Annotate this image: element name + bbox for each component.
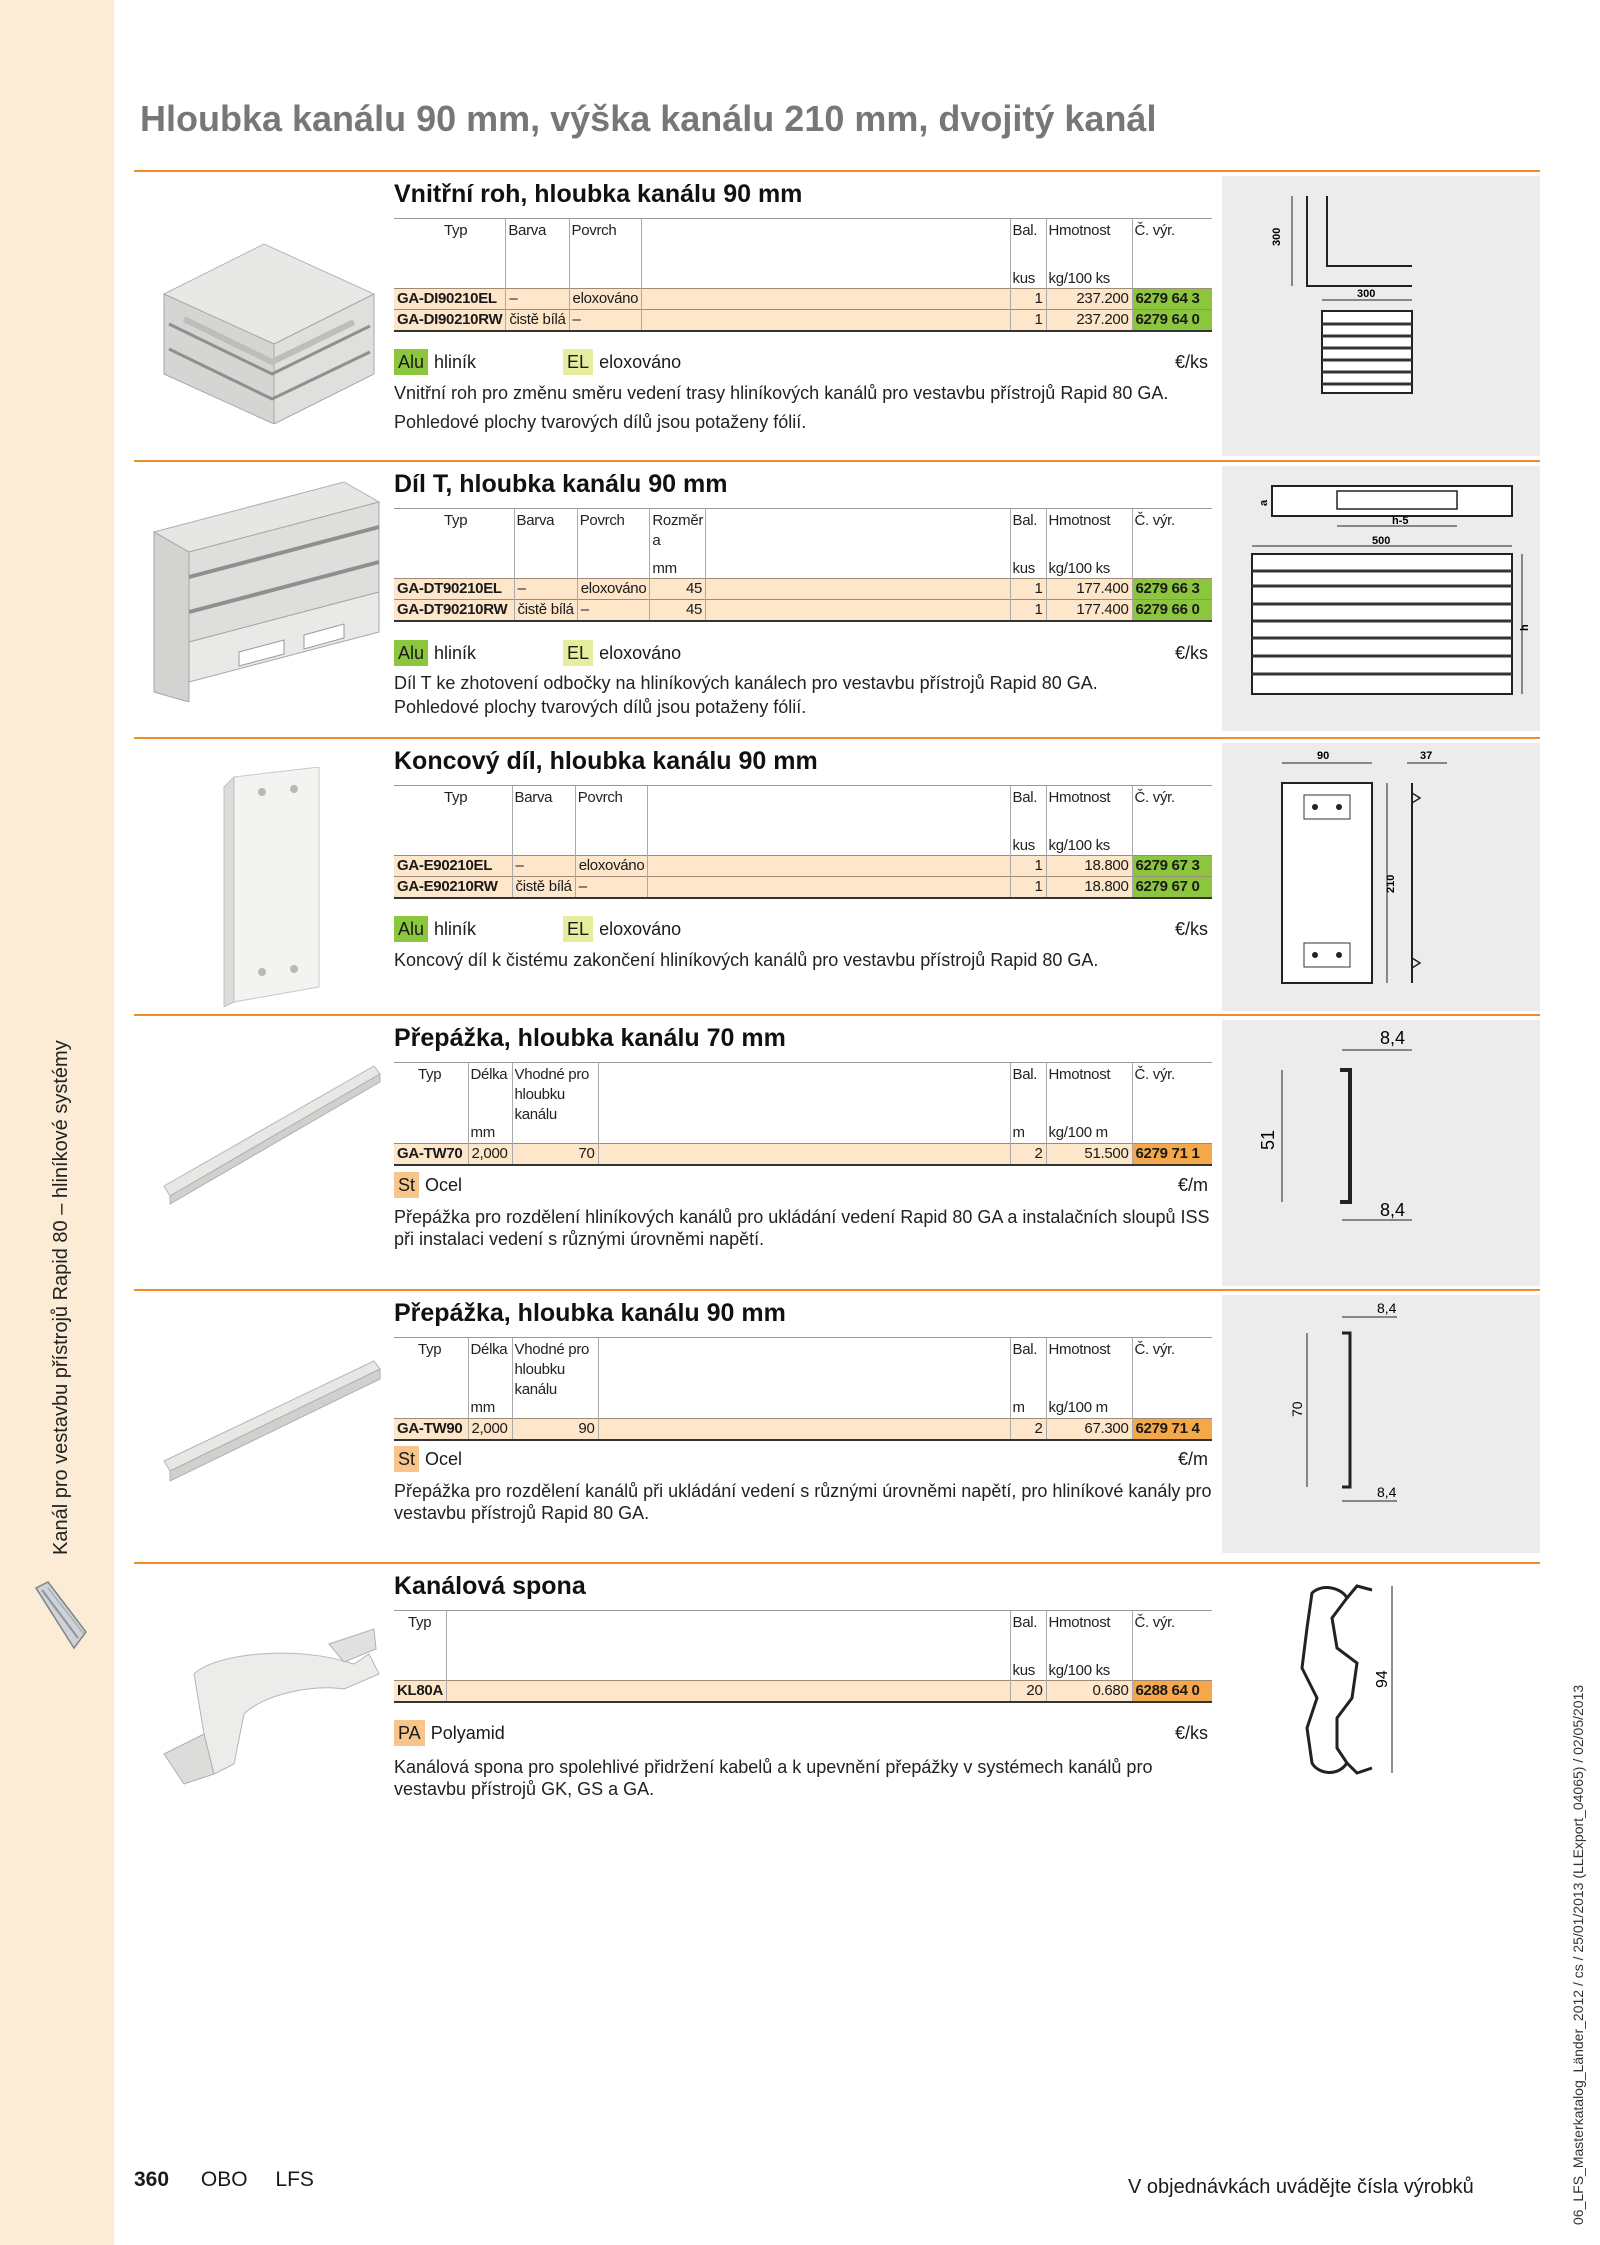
cell-article-number: 6279 71 4 [1132,1418,1212,1440]
end-piece-photo [144,767,384,1007]
table-row [394,579,1212,600]
cell-rozmer: 45 [650,579,706,600]
material-name: hliník [434,919,477,939]
cell-bal: 1 [1010,289,1046,310]
dim-label: a [1258,499,1270,506]
col-hmotnost: Hmotnost [1046,1611,1132,1663]
cell-hmotnost: 237.200 [1046,289,1132,310]
unit-kg100ks: kg/100 ks [1046,838,1132,856]
channel-clip-photo [144,1614,384,1804]
dim-label: 300 [1357,288,1376,300]
description [394,672,1212,725]
footer-left [134,2168,336,2192]
cell-typ: GA-TW90 [394,1418,468,1440]
section-title: Vnitřní roh, hloubka kanálu 90 mm [394,180,803,208]
cell-hmotnost: 177.400 [1046,600,1132,622]
col-hmotnost: Hmotnost [1046,509,1132,561]
cell-typ: GA-DI90210RW [394,310,506,332]
cell-povrch: eloxováno [569,289,642,310]
section-channel-clip [134,1562,1540,1822]
section-divider-70 [134,1014,1540,1289]
material-legend [394,1446,1212,1472]
col-cvyr: Č. výr. [1132,1611,1212,1663]
unit-kg100ks: kg/100 ks [1046,561,1132,579]
cell-barva: čistě bílá [512,877,575,899]
divider-70-photo [144,1046,384,1206]
cell-hmotnost: 18.800 [1046,877,1132,899]
cell-hmotnost: 18.800 [1046,856,1132,877]
col-typ: Typ [394,219,506,271]
dim-label: 8,4 [1380,1200,1406,1220]
cell-article-number: 6279 64 0 [1132,310,1212,332]
material-name: hliník [434,643,477,663]
unit-mm: mm [650,561,706,579]
table-row [394,289,1212,310]
cell-bal: 2 [1010,1143,1046,1165]
col-bal: Bal. [1010,1338,1046,1401]
cell-rozmer: 45 [650,600,706,622]
dim-label: 94 [1374,1670,1391,1688]
footer-note: V objednávkách uvádějte čísla výrobků [1128,2176,1474,2198]
cell-typ: KL80A [394,1681,447,1703]
spec-table [394,508,1212,622]
col-povrch: Povrch [569,219,642,271]
section-inner-corner [134,170,1540,460]
dim-label: 210 [1385,874,1397,893]
cell-article-number: 6288 64 0 [1132,1681,1212,1703]
dim-label: 90 [1317,750,1330,762]
spec-table [394,1337,1212,1441]
cell-povrch: – [577,600,650,622]
divider-90-drawing [1222,1295,1540,1553]
cell-bal: 2 [1010,1418,1046,1440]
spec-table [394,785,1212,899]
material-legend [394,1720,1212,1746]
cell-article-number: 6279 64 3 [1132,289,1212,310]
material-name: Polyamid [430,1723,505,1743]
description [394,1480,1212,1531]
t-piece-photo [144,472,384,702]
table-row [394,600,1212,622]
col-hmotnost: Hmotnost [1046,1063,1132,1126]
material-name: eloxováno [599,352,682,372]
col-vhodne: Vhodné pro hloubku kanálu [512,1338,598,1401]
material-code: EL [563,349,593,375]
description-text: Vnitřní roh pro změnu směru vedení trasy hliníkových kanálů pro vestavbu přístrojů Rapid 80 GA. [394,383,1169,403]
unit-mm: mm [468,1125,512,1143]
unit-kus: kus [1010,271,1046,289]
description-text: Kanálová spona pro spolehlivé přidržení kabelů a k upevnění přepážky v systémech kanálů pro vestavbu přístrojů GK, GS a GA. [394,1757,1153,1799]
price-unit: €/ks [1174,643,1208,663]
col-povrch: Povrch [575,786,648,838]
brand-name: OBO [200,2168,248,2191]
cell-bal: 1 [1010,856,1046,877]
material-legend [394,640,1212,666]
col-typ: Typ [394,1611,447,1663]
cell-article-number: 6279 66 0 [1132,600,1212,622]
cell-hmotnost: 0.680 [1046,1681,1132,1703]
material-legend [394,916,1212,942]
cell-hmotnost: 177.400 [1046,579,1132,600]
t-piece-drawing [1222,466,1540,731]
section-title: Koncový díl, hloubka kanálu 90 mm [394,747,818,775]
cell-article-number: 6279 71 1 [1132,1143,1212,1165]
cell-povrch: eloxováno [575,856,648,877]
col-bal: Bal. [1010,1063,1046,1126]
material-name: Ocel [425,1449,463,1469]
col-cvyr: Č. výr. [1132,219,1212,271]
col-vhodne: Vhodné pro hloubku kanálu [512,1063,598,1126]
cell-article-number: 6279 66 3 [1132,579,1212,600]
unit-kus: kus [1010,838,1046,856]
col-typ: Typ [394,786,512,838]
col-delka: Délka [468,1338,512,1401]
description [394,1756,1212,1807]
cell-typ: GA-TW70 [394,1143,468,1165]
col-cvyr: Č. výr. [1132,1063,1212,1126]
cell-hmotnost: 237.200 [1046,310,1132,332]
channel-clip-drawing [1222,1568,1540,1793]
material-legend [394,1172,1212,1198]
material-code: Alu [394,640,428,666]
unit-kg100m: kg/100 m [1046,1125,1132,1143]
cell-hmotnost: 51.500 [1046,1143,1132,1165]
price-unit: €/ks [1174,919,1208,939]
unit-kus: kus [1010,1663,1046,1681]
table-row [394,877,1212,899]
material-code: St [394,1446,419,1472]
description-text: Díl T ke zhotovení odbočky na hliníkových kanálech pro vestavbu přístrojů Rapid 80 GA. [394,673,1098,693]
col-povrch: Povrch [577,509,650,561]
material-code: EL [563,916,593,942]
col-typ: Typ [394,1338,468,1401]
cell-delka: 2,000 [468,1418,512,1440]
channel-rail-icon [34,1580,88,1650]
unit-kg100ks: kg/100 ks [1046,1663,1132,1681]
col-delka: Délka [468,1063,512,1126]
cell-barva: čistě bílá [506,310,569,332]
spec-table [394,1610,1212,1703]
col-hmotnost: Hmotnost [1046,786,1132,838]
material-code: EL [563,640,593,666]
col-barva: Barva [514,509,577,561]
material-name: eloxováno [599,919,682,939]
col-typ: Typ [394,509,514,561]
dim-label: 8,4 [1377,1484,1397,1500]
price-unit: €/ks [1174,1723,1208,1743]
section-divider-90 [134,1289,1540,1562]
page-title: Hloubka kanálu 90 mm, výška kanálu 210 mm, dvojitý kanál [140,98,1157,139]
description-text: Pohledové plochy tvarových dílů jsou potaženy fólií. [394,412,807,432]
cell-bal: 1 [1010,600,1046,622]
price-unit: €/ks [1174,352,1208,372]
section-end-piece [134,737,1540,1014]
col-rozmer: Rozměr a [650,509,706,561]
dim-label: 300 [1271,227,1283,246]
col-cvyr: Č. výr. [1132,1338,1212,1401]
cell-delka: 2,000 [468,1143,512,1165]
section-title: Přepážka, hloubka kanálu 70 mm [394,1024,786,1052]
cell-vhodne: 90 [512,1418,598,1440]
col-bal: Bal. [1010,1611,1046,1663]
material-code: PA [394,1720,425,1746]
col-hmotnost: Hmotnost [1046,219,1132,271]
material-code: Alu [394,916,428,942]
description-text: Koncový díl k čistému zakončení hliníkových kanálů pro vestavbu přístrojů Rapid 80 GA. [394,950,1099,970]
cell-povrch: – [575,877,648,899]
dim-label: 70 [1289,1401,1305,1417]
cell-bal: 1 [1010,579,1046,600]
unit-mm: mm [468,1400,512,1418]
description [394,949,1212,978]
inner-corner-drawing [1222,176,1540,456]
footer-export-code: 06_LFS_Masterkatalog_Länder_2012 / cs / 25/01/2013 (LLExport_04065) / 02/05/2013 [1570,1684,1586,2225]
col-cvyr: Č. výr. [1132,786,1212,838]
col-bal: Bal. [1010,509,1046,561]
cell-typ: GA-E90210EL [394,856,512,877]
section-title: Kanálová spona [394,1572,586,1600]
cell-vhodne: 70 [512,1143,598,1165]
cell-typ: GA-DT90210RW [394,600,514,622]
description [394,1206,1212,1257]
dim-label: 8,4 [1380,1028,1406,1048]
col-bal: Bal. [1010,786,1046,838]
cell-povrch: – [569,310,642,332]
material-name: hliník [434,352,477,372]
material-name: eloxováno [599,643,682,663]
cell-barva: – [506,289,569,310]
col-cvyr: Č. výr. [1132,509,1212,561]
page-number: 360 [134,2168,170,2191]
spec-table [394,1062,1212,1166]
section-title: Přepážka, hloubka kanálu 90 mm [394,1299,786,1327]
material-code: Alu [394,349,428,375]
table-row [394,1418,1212,1440]
cell-typ: GA-DT90210EL [394,579,514,600]
end-piece-drawing [1222,743,1540,1011]
dim-label: 500 [1372,535,1391,547]
unit-m: m [1010,1125,1046,1143]
unit-kg100ks: kg/100 ks [1046,271,1132,289]
dim-label: h-5 [1392,515,1409,527]
cell-bal: 1 [1010,877,1046,899]
divider-90-photo [144,1331,384,1491]
table-row [394,1681,1212,1703]
cell-hmotnost: 67.300 [1046,1418,1132,1440]
section-t-piece [134,460,1540,737]
cell-bal: 20 [1010,1681,1046,1703]
col-typ: Typ [394,1063,468,1126]
material-code: St [394,1172,419,1198]
cell-bal: 1 [1010,310,1046,332]
dim-label: 37 [1420,750,1433,762]
unit-kg100m: kg/100 m [1046,1400,1132,1418]
table-row [394,1143,1212,1165]
col-barva: Barva [512,786,575,838]
dim-label: h [1519,624,1531,631]
dim-label: 51 [1258,1129,1278,1150]
divider-70-drawing [1222,1020,1540,1286]
cell-barva: – [514,579,577,600]
cell-typ: GA-E90210RW [394,877,512,899]
unit-m: m [1010,1400,1046,1418]
material-legend [394,349,1212,375]
product-line: LFS [275,2168,314,2191]
material-name: Ocel [425,1175,463,1195]
description-text: Přepážka pro rozdělení kanálů při ukládání vedení s různými úrovněmi napětí, pro hliníkové kanály pro vestavbu přístrojů Rapid 80 GA. [394,1481,1212,1523]
cell-typ: GA-DI90210EL [394,289,506,310]
dim-label: 8,4 [1377,1300,1397,1316]
cell-povrch: eloxováno [577,579,650,600]
cell-barva: – [512,856,575,877]
unit-kus: kus [1010,561,1046,579]
col-barva: Barva [506,219,569,271]
cell-article-number: 6279 67 0 [1132,877,1212,899]
description-text: Pohledové plochy tvarových dílů jsou potaženy fólií. [394,697,807,717]
section-title: Díl T, hloubka kanálu 90 mm [394,470,728,498]
inner-corner-photo [144,224,384,424]
cell-barva: čistě bílá [514,600,577,622]
price-unit: €/m [1177,1449,1208,1469]
spec-table [394,218,1212,332]
col-hmotnost: Hmotnost [1046,1338,1132,1401]
table-row [394,310,1212,332]
price-unit: €/m [1177,1175,1208,1195]
cell-article-number: 6279 67 3 [1132,856,1212,877]
col-bal: Bal. [1010,219,1046,271]
description [394,382,1212,440]
description-text: Přepážka pro rozdělení hliníkových kanálů pro ukládání vedení Rapid 80 GA a instalačních sloupů ISS při instalaci vedení s různými úrovněmi napětí. [394,1207,1210,1249]
side-label: Kanál pro vestavbu přístrojů Rapid 80 – hliníkové systémy [50,1040,72,1555]
table-row [394,856,1212,877]
